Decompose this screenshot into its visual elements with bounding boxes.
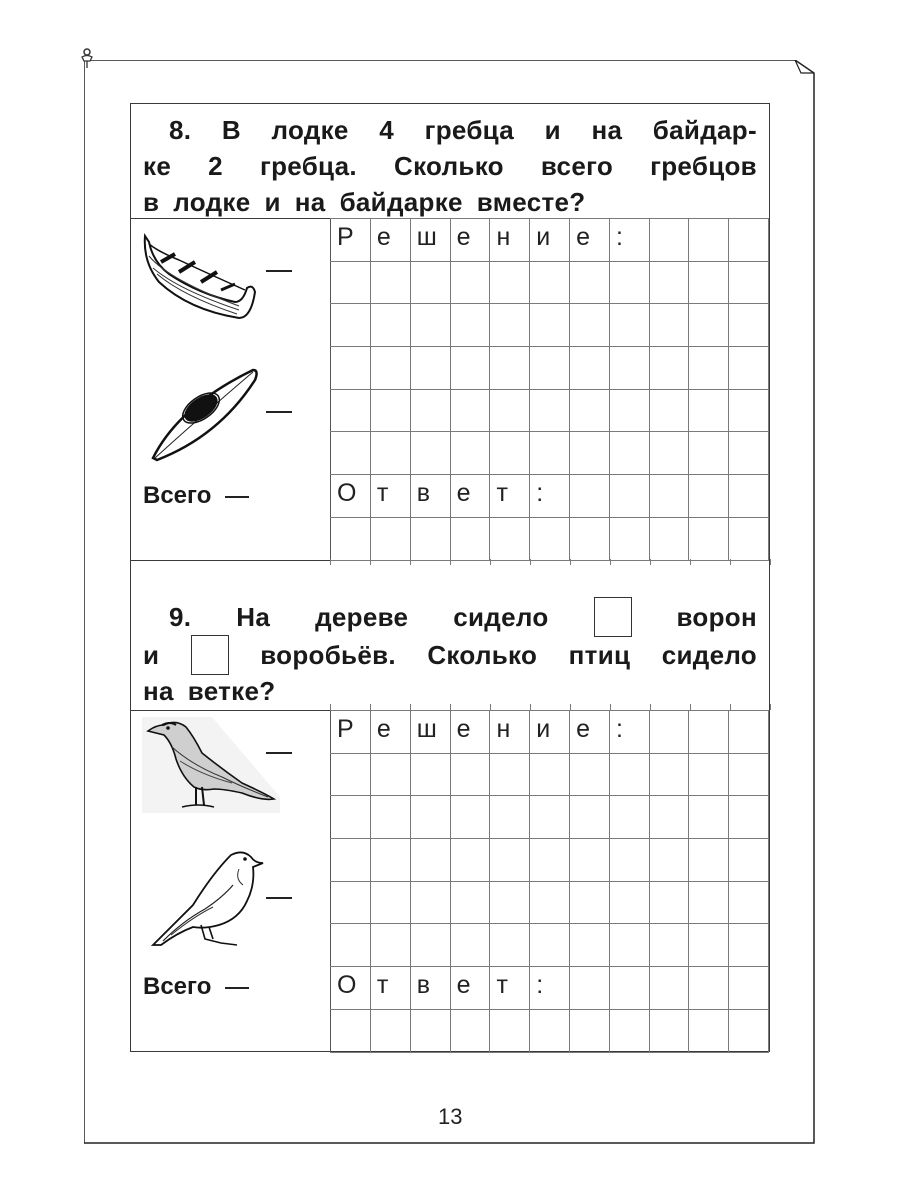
grid-cell[interactable]	[689, 219, 729, 262]
question-line-2	[143, 148, 757, 184]
grid-cell[interactable]	[609, 839, 649, 882]
grid-tick	[770, 704, 771, 710]
grid-cell[interactable]	[450, 924, 490, 967]
word: на	[143, 676, 174, 706]
word: байдар-	[652, 115, 757, 145]
grid-row	[331, 881, 769, 924]
grid-cell[interactable]	[331, 304, 371, 347]
grid-cell[interactable]	[689, 967, 729, 1010]
grid-cell[interactable]	[729, 347, 769, 390]
grid-cell[interactable]	[570, 881, 610, 924]
grid-cell[interactable]	[649, 475, 689, 518]
grid-row	[331, 517, 769, 560]
grid-row	[331, 1009, 769, 1052]
solution-label-cell[interactable]: и	[530, 711, 570, 754]
grid-cell[interactable]	[609, 796, 649, 839]
grid-cell[interactable]	[689, 261, 729, 304]
grid-row	[331, 711, 769, 754]
grid-cell[interactable]	[729, 839, 769, 882]
grid-cell[interactable]	[450, 304, 490, 347]
grid-cell[interactable]	[490, 432, 530, 475]
grid-cell[interactable]	[649, 304, 689, 347]
grid-cell[interactable]	[490, 796, 530, 839]
solution-label-cell[interactable]: е	[570, 219, 610, 262]
grid-row	[331, 219, 769, 262]
word: лодке	[271, 115, 349, 145]
solution-label-cell[interactable]: н	[490, 219, 530, 262]
grid-cell[interactable]	[649, 711, 689, 754]
task-9-box	[130, 559, 770, 1052]
task-8-answer-grid[interactable]	[330, 218, 769, 561]
grid-cell[interactable]	[530, 517, 570, 560]
grid-tick	[570, 559, 571, 565]
answer-label-cell[interactable]: в	[410, 967, 450, 1010]
grid-cell[interactable]	[490, 517, 530, 560]
word: всего	[540, 151, 614, 181]
grid-cell[interactable]	[450, 517, 490, 560]
word: Сколько	[394, 151, 504, 181]
grid-tick	[490, 559, 491, 565]
grid-cell[interactable]	[490, 304, 530, 347]
grid-cell[interactable]	[410, 881, 450, 924]
grid-cell[interactable]	[450, 347, 490, 390]
grid-cell[interactable]	[570, 753, 610, 796]
task-number: 8.	[169, 115, 192, 145]
word: птиц	[568, 640, 631, 670]
grid-cell[interactable]	[649, 881, 689, 924]
grid-cell[interactable]	[609, 753, 649, 796]
grid-cell[interactable]	[570, 389, 610, 432]
word: в	[143, 187, 160, 217]
grid-cell[interactable]	[570, 432, 610, 475]
word: В	[221, 115, 241, 145]
sparrow-illustration	[143, 845, 273, 960]
grid-cell[interactable]	[410, 432, 450, 475]
grid-cell[interactable]	[729, 389, 769, 432]
word: гребцов	[650, 151, 757, 181]
answer-label-cell[interactable]: О	[331, 475, 371, 518]
grid-cell[interactable]	[530, 924, 570, 967]
grid-cell[interactable]	[331, 924, 371, 967]
answer-label-cell[interactable]: т	[490, 475, 530, 518]
solution-label-cell[interactable]: и	[530, 219, 570, 262]
grid-cell[interactable]	[729, 753, 769, 796]
grid-row	[331, 347, 769, 390]
grid-cell[interactable]	[609, 347, 649, 390]
grid-cell[interactable]	[609, 1009, 649, 1052]
grid-tick	[330, 559, 331, 565]
grid-cell[interactable]	[331, 796, 371, 839]
word: гребца.	[259, 151, 357, 181]
grid-cell[interactable]	[689, 839, 729, 882]
grid-cell[interactable]	[609, 517, 649, 560]
word: воробьёв.	[260, 640, 396, 670]
word: и	[544, 115, 561, 145]
grid-cell[interactable]	[609, 432, 649, 475]
grid-cell[interactable]	[689, 304, 729, 347]
word: ке	[143, 151, 172, 181]
answer-label-cell[interactable]: О	[331, 967, 371, 1010]
grid-cell[interactable]	[570, 967, 610, 1010]
total-label	[143, 973, 249, 1001]
grid-cell[interactable]	[649, 967, 689, 1010]
total-text: Всего	[143, 482, 212, 509]
solution-label-cell[interactable]: е	[370, 219, 410, 262]
grid-cell[interactable]	[729, 1009, 769, 1052]
grid-cell[interactable]	[530, 389, 570, 432]
grid-cell[interactable]	[530, 304, 570, 347]
grid-cell[interactable]	[370, 261, 410, 304]
grid-cell[interactable]	[609, 389, 649, 432]
grid-cell[interactable]	[689, 389, 729, 432]
grid-cell[interactable]	[530, 796, 570, 839]
grid-cell[interactable]	[370, 839, 410, 882]
grid-cell[interactable]	[490, 924, 530, 967]
total-label	[143, 482, 249, 510]
grid-cell[interactable]	[370, 924, 410, 967]
answer-label-cell[interactable]: т	[370, 475, 410, 518]
grid-cell[interactable]	[530, 881, 570, 924]
grid-cell[interactable]	[570, 347, 610, 390]
solution-label-cell[interactable]: :	[609, 219, 649, 262]
grid-cell[interactable]	[649, 389, 689, 432]
answer-label-cell[interactable]: в	[410, 475, 450, 518]
grid-cell[interactable]	[570, 261, 610, 304]
grid-tick	[530, 559, 531, 565]
answer-label-cell[interactable]: е	[450, 475, 490, 518]
grid-cell[interactable]	[370, 796, 410, 839]
grid-tick	[410, 559, 411, 565]
grid-tick	[650, 559, 651, 565]
grid-cell[interactable]	[450, 1009, 490, 1052]
grid-cell[interactable]	[649, 924, 689, 967]
grid-cell[interactable]	[331, 261, 371, 304]
grid-cell[interactable]	[450, 389, 490, 432]
word: ворон	[676, 602, 757, 632]
grid-cell[interactable]	[689, 432, 729, 475]
solution-label-cell[interactable]: ш	[410, 711, 450, 754]
grid-cell[interactable]	[490, 839, 530, 882]
word: и	[264, 187, 281, 217]
sparrow-count-dash	[266, 897, 292, 899]
task-9-question	[131, 599, 769, 709]
grid-cell[interactable]	[570, 839, 610, 882]
solution-label-cell[interactable]: е	[450, 711, 490, 754]
grid-tick	[730, 559, 731, 565]
solution-label-cell[interactable]: е	[370, 711, 410, 754]
grid-row	[331, 967, 769, 1010]
grid-cell[interactable]	[729, 967, 769, 1010]
grid-cell[interactable]	[410, 517, 450, 560]
grid-cell[interactable]	[530, 839, 570, 882]
grid-cell[interactable]	[410, 796, 450, 839]
kayak-count-dash	[266, 411, 292, 413]
grid-cell[interactable]	[570, 924, 610, 967]
solution-label-cell[interactable]: Р	[331, 711, 371, 754]
answer-label-cell[interactable]: т	[490, 967, 530, 1010]
grid-cell[interactable]	[450, 261, 490, 304]
grid-tick	[370, 559, 371, 565]
task-8-question	[131, 112, 769, 220]
grid-row	[331, 389, 769, 432]
grid-cell[interactable]	[331, 881, 371, 924]
grid-row	[331, 304, 769, 347]
grid-cell[interactable]	[729, 881, 769, 924]
word: 2	[208, 151, 223, 181]
grid-cell[interactable]	[570, 1009, 610, 1052]
grid-cell[interactable]	[729, 924, 769, 967]
word: сидело	[661, 640, 757, 670]
task-number: 9.	[169, 602, 192, 632]
grid-cell[interactable]	[410, 304, 450, 347]
word: Сколько	[427, 640, 538, 670]
total-dash	[225, 987, 249, 989]
grid-cell[interactable]	[331, 432, 371, 475]
grid-cell[interactable]	[370, 432, 410, 475]
grid-cell[interactable]	[490, 347, 530, 390]
grid-cell[interactable]	[649, 347, 689, 390]
grid-cell[interactable]	[689, 924, 729, 967]
grid-cell[interactable]	[410, 753, 450, 796]
grid-cell[interactable]	[370, 389, 410, 432]
grid-cell[interactable]	[530, 753, 570, 796]
grid-cell[interactable]	[490, 881, 530, 924]
word: вместе?	[476, 187, 586, 217]
grid-cell[interactable]	[609, 967, 649, 1010]
grid-cell[interactable]	[729, 304, 769, 347]
word: байдарке	[339, 187, 463, 217]
grid-cell[interactable]	[570, 475, 610, 518]
crow-illustration	[142, 717, 280, 818]
grid-cell[interactable]	[490, 1009, 530, 1052]
grid-cell[interactable]	[729, 432, 769, 475]
boat-count-dash	[266, 270, 292, 272]
grid-row	[331, 753, 769, 796]
grid-cell[interactable]	[410, 389, 450, 432]
grid-cell[interactable]	[689, 347, 729, 390]
grid-cell[interactable]	[410, 347, 450, 390]
grid-cell[interactable]	[729, 517, 769, 560]
task-8-box	[130, 103, 770, 561]
grid-cell[interactable]	[729, 475, 769, 518]
grid-cell[interactable]	[410, 839, 450, 882]
word: на	[294, 187, 326, 217]
solution-label-cell[interactable]: :	[609, 711, 649, 754]
grid-cell[interactable]	[649, 753, 689, 796]
answer-label-cell[interactable]: :	[530, 475, 570, 518]
solution-label-cell[interactable]: н	[490, 711, 530, 754]
pushpin-icon	[80, 48, 94, 70]
grid-cell[interactable]	[649, 1009, 689, 1052]
blank-box-sparrows[interactable]	[191, 635, 229, 675]
grid-cell[interactable]	[649, 219, 689, 262]
grid-row	[331, 924, 769, 967]
grid-cell[interactable]	[609, 304, 649, 347]
grid-cell[interactable]	[649, 517, 689, 560]
grid-cell[interactable]	[649, 839, 689, 882]
crow-count-dash	[266, 752, 292, 754]
grid-cell[interactable]	[450, 839, 490, 882]
grid-cell[interactable]	[370, 347, 410, 390]
question-line-2	[143, 637, 757, 673]
grid-cell[interactable]	[729, 261, 769, 304]
grid-cell[interactable]	[450, 796, 490, 839]
grid-tick	[610, 559, 611, 565]
solution-label-cell[interactable]: Р	[331, 219, 371, 262]
grid-cell[interactable]	[450, 753, 490, 796]
grid-cell[interactable]	[609, 881, 649, 924]
kayak-illustration	[149, 366, 259, 467]
grid-cell[interactable]	[729, 796, 769, 839]
grid-cell[interactable]	[450, 881, 490, 924]
grid-cell[interactable]	[649, 432, 689, 475]
grid-cell[interactable]	[331, 517, 371, 560]
grid-cell[interactable]	[530, 432, 570, 475]
grid-cell[interactable]	[689, 753, 729, 796]
grid-row	[331, 432, 769, 475]
grid-cell[interactable]	[490, 753, 530, 796]
grid-cell[interactable]	[331, 839, 371, 882]
grid-cell[interactable]	[689, 881, 729, 924]
grid-cell[interactable]	[609, 261, 649, 304]
solution-label-cell[interactable]: ш	[410, 219, 450, 262]
grid-row	[331, 839, 769, 882]
grid-cell[interactable]	[490, 261, 530, 304]
solution-label-cell[interactable]: е	[570, 711, 610, 754]
grid-cell[interactable]	[370, 881, 410, 924]
grid-tick	[690, 559, 691, 565]
grid-cell[interactable]	[450, 432, 490, 475]
total-text: Всего	[143, 973, 212, 1000]
grid-cell[interactable]	[331, 347, 371, 390]
word: дереве	[315, 602, 409, 632]
grid-cell[interactable]	[530, 1009, 570, 1052]
word: на	[591, 115, 623, 145]
grid-cell[interactable]	[331, 1009, 371, 1052]
word: гребца	[424, 115, 515, 145]
grid-cell[interactable]	[410, 261, 450, 304]
grid-cell[interactable]	[689, 796, 729, 839]
grid-cell[interactable]	[570, 304, 610, 347]
grid-row	[331, 796, 769, 839]
question-line-1	[143, 599, 757, 635]
task-9-answer-grid[interactable]	[330, 710, 769, 1053]
grid-cell[interactable]	[370, 753, 410, 796]
blank-box-crows[interactable]	[594, 597, 632, 637]
question-line-3	[143, 184, 757, 220]
grid-cell[interactable]	[609, 475, 649, 518]
grid-cell[interactable]	[331, 389, 371, 432]
word: лодке	[173, 187, 251, 217]
word: 4	[379, 115, 395, 145]
grid-cell[interactable]	[570, 796, 610, 839]
grid-cell[interactable]	[570, 517, 610, 560]
grid-cell[interactable]	[410, 924, 450, 967]
word: и	[143, 640, 160, 670]
grid-row	[331, 475, 769, 518]
grid-cell[interactable]	[729, 219, 769, 262]
grid-cell[interactable]	[689, 475, 729, 518]
word: ветке?	[187, 676, 276, 706]
grid-cell[interactable]	[331, 753, 371, 796]
page-number: 13	[438, 1104, 463, 1129]
solution-label-cell[interactable]: е	[450, 219, 490, 262]
grid-tick	[770, 559, 771, 565]
grid-tick	[450, 559, 451, 565]
grid-row	[331, 261, 769, 304]
question-line-1	[143, 112, 757, 148]
answer-label-cell[interactable]: е	[450, 967, 490, 1010]
word: сидело	[453, 602, 549, 632]
total-dash	[225, 496, 249, 498]
grid-cell[interactable]	[649, 796, 689, 839]
answer-label-cell[interactable]: :	[530, 967, 570, 1010]
grid-cell[interactable]	[689, 711, 729, 754]
word: На	[236, 602, 271, 632]
grid-cell[interactable]	[609, 924, 649, 967]
grid-cell[interactable]	[689, 517, 729, 560]
rowboat-illustration	[139, 232, 259, 327]
grid-cell[interactable]	[370, 517, 410, 560]
grid-cell[interactable]	[370, 1009, 410, 1052]
grid-cell[interactable]	[729, 711, 769, 754]
grid-cell[interactable]	[370, 304, 410, 347]
grid-cell[interactable]	[490, 389, 530, 432]
answer-label-cell[interactable]: т	[370, 967, 410, 1010]
grid-cell[interactable]	[530, 347, 570, 390]
grid-cell[interactable]	[410, 1009, 450, 1052]
grid-cell[interactable]	[530, 261, 570, 304]
grid-cell[interactable]	[689, 1009, 729, 1052]
grid-cell[interactable]	[649, 261, 689, 304]
